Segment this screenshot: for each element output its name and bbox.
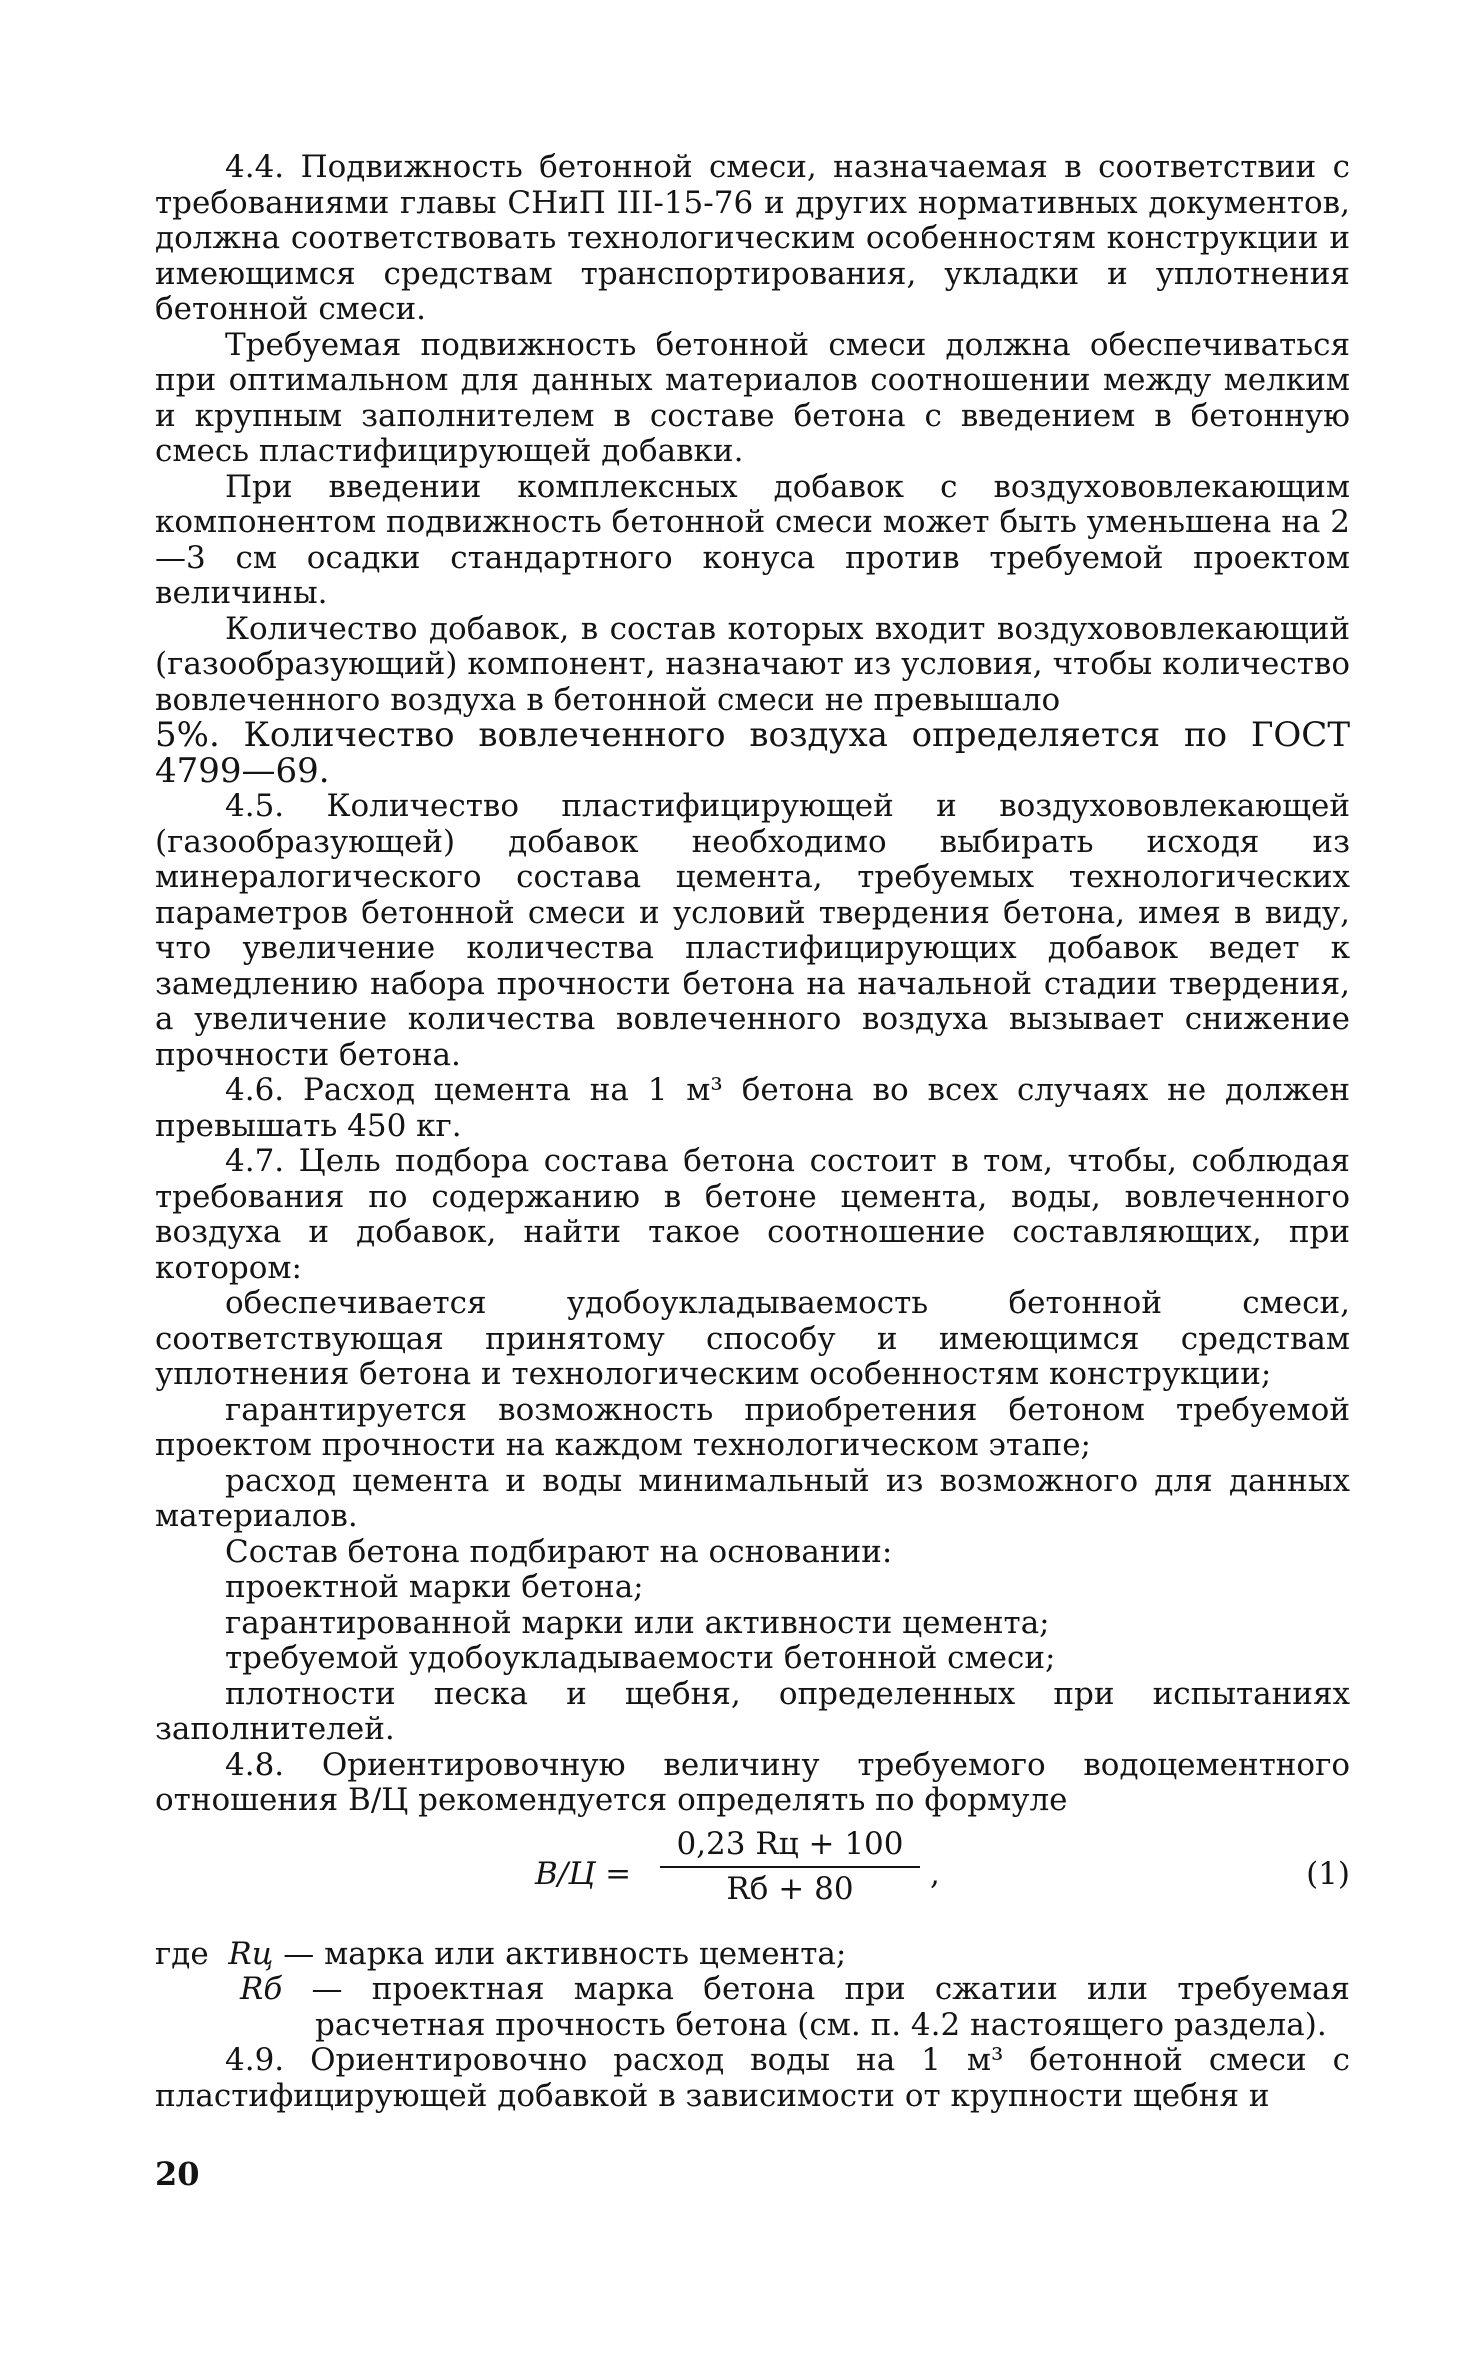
list-item: требуемой удобоукладываемости бетонной смеси; <box>225 1640 1056 1676</box>
formula-number: (1) <box>1306 1855 1350 1892</box>
formula-lhs: В/Ц = <box>535 1855 632 1892</box>
formula-1 <box>155 1827 1350 1927</box>
document-body <box>155 150 1350 2114</box>
formula-fraction <box>660 1827 920 1908</box>
where-definition-rb: — проектная марка бетона при сжатии или требуемая расчетная прочность бетона (см. п. 4.2 настоящего раздела). <box>311 1971 1350 2043</box>
formula-numerator: 0,23 Rц + 100 <box>660 1827 920 1869</box>
paragraph-4-4: 4.4. Подвижность бетонной смеси, назначаемая в соответствии с требованиями главы СНиП III-15-76 и других нормативных документов, должна соответствовать технологическим особенностям конструкции и имеющимся средствам транспортирования, укладки и уплотнения бетонной смеси. <box>155 149 1350 327</box>
where-definition-rc: — марка или активность цемента; <box>283 1935 847 1972</box>
paragraph-4-8: 4.8. Ориентировочную величину требуемого водоцементного отношения В/Ц рекомендуется определять по формуле <box>155 1746 1350 1818</box>
paragraph-4-6: 4.6. Расход цемента на 1 м³ бетона во всех случаях не должен превышать 450 кг. <box>155 1072 1350 1144</box>
list-item: расход цемента и воды минимальный из возможного для данных материалов. <box>155 1462 1350 1534</box>
list-item: гарантируется возможность приобретения бетоном требуемой проектом прочности на каждом технологическом этапе; <box>155 1391 1350 1463</box>
list-item: обеспечивается удобоукладываемость бетонной смеси, соответствующая принятому способу и имеющимся средствам уплотнения бетона и технологическим особенностям конструкции; <box>155 1285 1350 1392</box>
formula-denominator: Rб + 80 <box>726 1871 854 1907</box>
where-term-rb: Rб <box>240 1971 283 2007</box>
paragraph-4-4-air-content: Количество добавок, в состав которых входит воздухововлекающий (газообразующий) компонент, назначают из условия, чтобы количество вовлеченного воздуха в бетонной смеси не превышало <box>155 610 1350 718</box>
where-intro: где <box>155 1935 209 1972</box>
paragraph-4-9: 4.9. Ориентировочно расход воды на 1 м³ бетонной смеси с пластифицирующей добавкой в зависимости от крупности щебня и <box>155 2042 1350 2114</box>
formula-where-1 <box>155 1937 1350 1973</box>
paragraph-4-4-complex-additives: При введении комплексных добавок с воздухововлекающим компонентом подвижность бетонной смеси может быть уменьшена на 2—3 см осадки стандартного конуса против требуемой проектом величины. <box>155 468 1350 611</box>
paragraph-4-7: 4.7. Цель подбора состава бетона состоит в том, чтобы, соблюдая требования по содержанию в бетоне цемента, воды, вовлеченного воздуха и добавок, найти такое соотношение составляющих, при котором: <box>155 1143 1350 1286</box>
paragraph-4-4-gost: 5%. Количество вовлеченного воздуха определяется по ГОСТ 4799—69. <box>155 715 1350 791</box>
paragraph-4-5: 4.5. Количество пластифицирующей и воздухововлекающей (газообразующей) добавок необходимо выбирать исходя из минералогического состава цемента, требуемых технологических параметров бетонной смеси и условий твердения бетона, имея в виду, что увеличение количества пластифицирующих добавок ведет к замедлению набора прочности бетона на начальной стадии твердения, а увеличение количества вовлеченного воздуха вызывает снижение прочности бетона. <box>155 788 1350 1073</box>
where-term-rc: Rц <box>228 1935 274 1972</box>
list-item: проектной марки бетона; <box>225 1569 644 1605</box>
paragraph-4-7-basis: Состав бетона подбирают на основании: <box>225 1533 893 1570</box>
list-item: гарантированной марки или активности цемента; <box>225 1604 1050 1641</box>
page-number: 20 <box>155 2155 200 2193</box>
formula-comma: , <box>930 1855 940 1892</box>
formula-where-2 <box>155 1972 1350 2043</box>
paragraph-4-4-mobility: Требуемая подвижность бетонной смеси должна обеспечиваться при оптимальном для данных материалов соотношении между мелким и крупным заполнителем в составе бетона с введением в бетонную смесь пластифицирующей добавки. <box>155 326 1350 469</box>
list-item: плотности песка и щебня, определенных при испытаниях заполнителей. <box>155 1675 1350 1747</box>
